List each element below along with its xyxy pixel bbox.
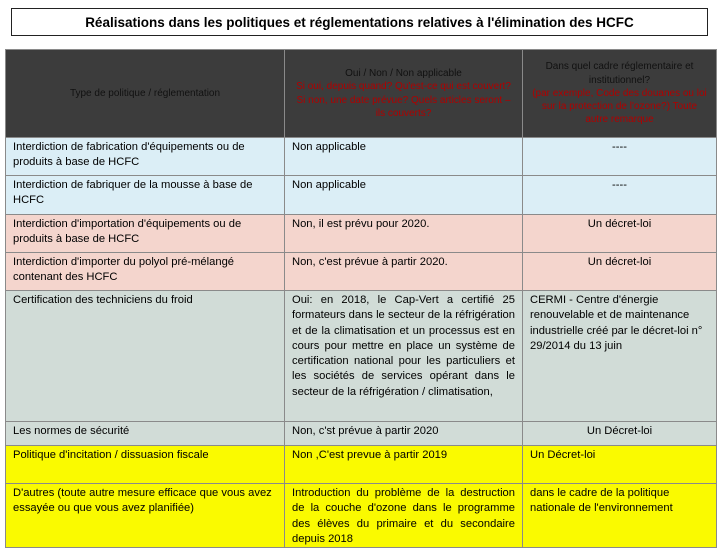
- table-row: [6, 484, 717, 548]
- status-cell: Non applicable: [285, 138, 523, 176]
- header-status: [285, 50, 523, 138]
- header-framework-main: Dans quel cadre réglementaire et institutionnel?: [545, 61, 694, 86]
- framework-cell: ----: [523, 138, 717, 176]
- framework-cell: Un Décret-loi: [523, 446, 717, 484]
- framework-cell: ----: [523, 176, 717, 215]
- header-framework-detail: (par exemple, Code des douanes ou loi sur la protection de l'ozone?) Toute autre remarque: [532, 87, 707, 126]
- table-row: [6, 138, 717, 176]
- policy-type-cell: Interdiction de fabriquer de la mousse à base de HCFC: [6, 176, 285, 215]
- policy-type-cell: Certification des techniciens du froid: [6, 291, 285, 422]
- status-cell: Non applicable: [285, 176, 523, 215]
- status-cell: Non, c'st prévue à partir 2020: [285, 422, 523, 446]
- header-policy-type: Type de politique / réglementation: [6, 50, 285, 138]
- table-row: [6, 446, 717, 484]
- page-title: Réalisations dans les politiques et réglementations relatives à l'élimination des HCFC: [11, 8, 708, 36]
- table-row: [6, 291, 717, 422]
- framework-cell: Un décret-loi: [523, 253, 717, 291]
- policy-type-cell: Interdiction d'importer du polyol pré-mélangé contenant des HCFC: [6, 253, 285, 291]
- status-cell: Introduction du problème de la destruction de la couche d'ozone dans le programme des élèves du primaire et du secondaire depuis 2018: [285, 484, 523, 548]
- table-header-row: [6, 50, 717, 138]
- status-cell: Non, il est prévu pour 2020.: [285, 215, 523, 253]
- table-row: [6, 422, 717, 446]
- framework-cell: Un Décret-loi: [523, 422, 717, 446]
- table-row: [6, 176, 717, 215]
- policy-type-cell: Interdiction d'importation d'équipements ou de produits à base de HCFC: [6, 215, 285, 253]
- status-cell: Non ,C'est prevue à partir 2019: [285, 446, 523, 484]
- policy-type-cell: Interdiction de fabrication d'équipements ou de produits à base de HCFC: [6, 138, 285, 176]
- status-cell: Oui: en 2018, le Cap-Vert a certifié 25 formateurs dans le secteur de la réfrigération et de la climatisation et un processus est en cours pour mettre en place un système de certification national pour les particuliers et les sociétés de services opérant dans le secteur de la réfrigération / climatisation,: [285, 291, 523, 422]
- header-framework: [523, 50, 717, 138]
- status-cell: Non, c'est prévue à partir 2020.: [285, 253, 523, 291]
- policy-type-cell: Les normes de sécurité: [6, 422, 285, 446]
- header-status-main: Oui / Non / Non applicable: [345, 68, 462, 80]
- framework-cell: CERMI - Centre d'énergie renouvelable et de maintenance industrielle créé par le décret-loi n° 29/2014 du 13 juin: [523, 291, 717, 422]
- header-status-detail: Si oui, depuis quand? Qu'est-ce qui est couvert? Si non, une date prévue? Quels articles seront – ils couverts?: [296, 81, 511, 119]
- framework-cell: dans le cadre de la politique nationale de l'environnement: [523, 484, 717, 548]
- policy-table: [5, 49, 717, 548]
- table-row: [6, 253, 717, 291]
- policy-type-cell: Politique d'incitation / dissuasion fiscale: [6, 446, 285, 484]
- policy-type-cell: D'autres (toute autre mesure efficace que vous avez essayée ou que vous avez planifiée): [6, 484, 285, 548]
- table-row: [6, 215, 717, 253]
- framework-cell: Un décret-loi: [523, 215, 717, 253]
